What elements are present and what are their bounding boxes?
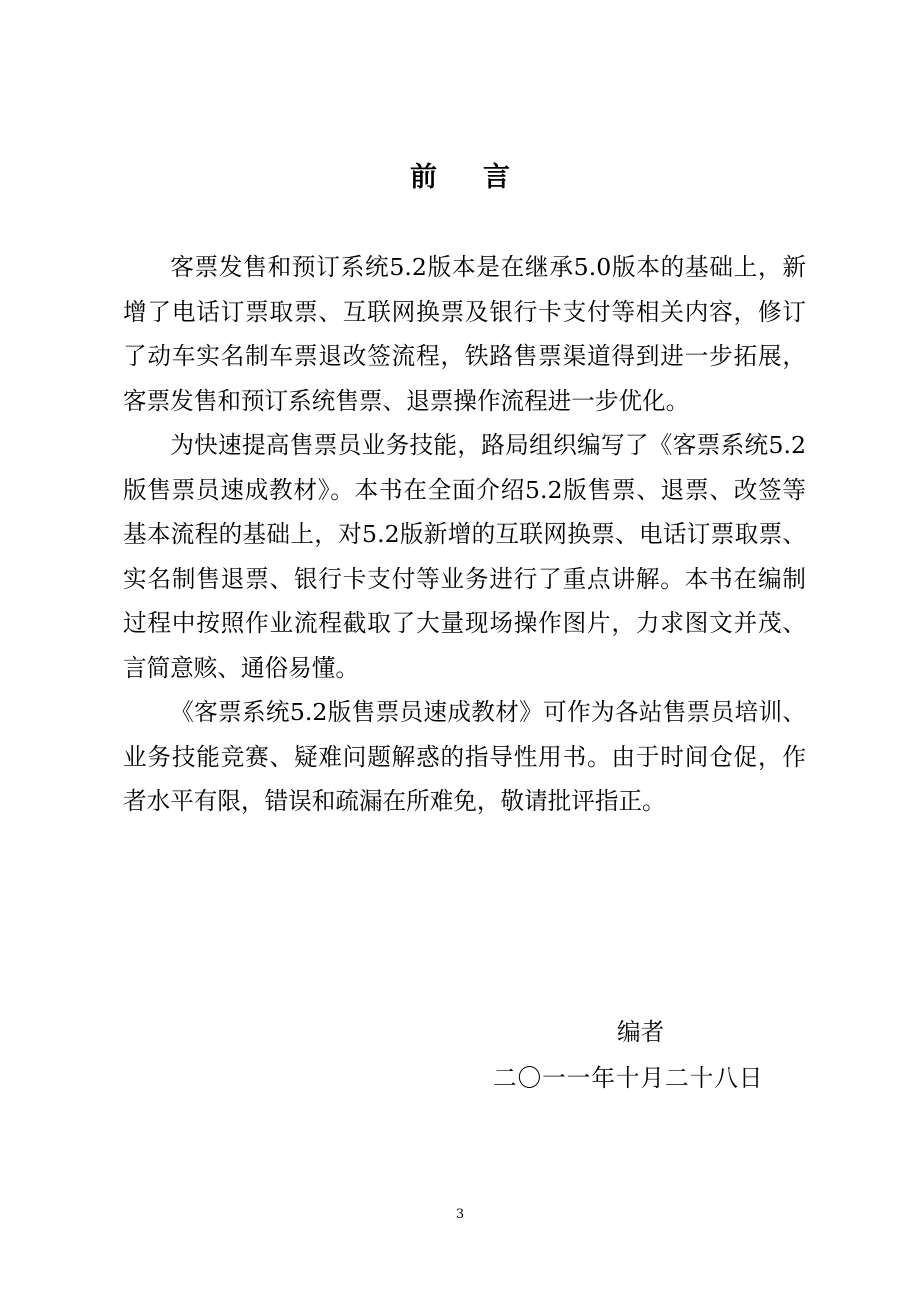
paragraph-3: 《客票系统5.2版售票员速成教材》可作为各站售票员培训、业务技能竞赛、疑难问题解惑的指导性用书。由于时间仓促，作者水平有限，错误和疏漏在所难免，敬请批评指正。 [123, 698, 806, 815]
page-number: 3 [455, 1207, 465, 1222]
document-date: 二〇一一年十月二十八日 [493, 1064, 764, 1092]
preface-body [123, 245, 806, 824]
paragraph-2: 为快速提高售票员业务技能，路局组织编写了《客票系统5.2版售票员速成教材》。本书在全面介绍5.2版售票、退票、改签等基本流程的基础上，对5.2版新增的互联网换票、电话订票取票、实名制售退票、银行卡支付等业务进行了重点讲解。本书在编制过程中按照作业流程截取了大量现场操作图片，力求图文并茂、言简意赅、通俗易懂。 [123, 431, 806, 682]
page-title: 前言 [410, 162, 556, 193]
author-signature: 编者 [617, 1018, 665, 1046]
paragraph-1: 客票发售和预订系统5.2版本是在继承5.0版本的基础上，新增了电话订票取票、互联网换票及银行卡支付等相关内容，修订了动车实名制车票退改签流程，铁路售票渠道得到进一步拓展，客票发售和预订系统售票、退票操作流程进一步优化。 [123, 253, 806, 415]
